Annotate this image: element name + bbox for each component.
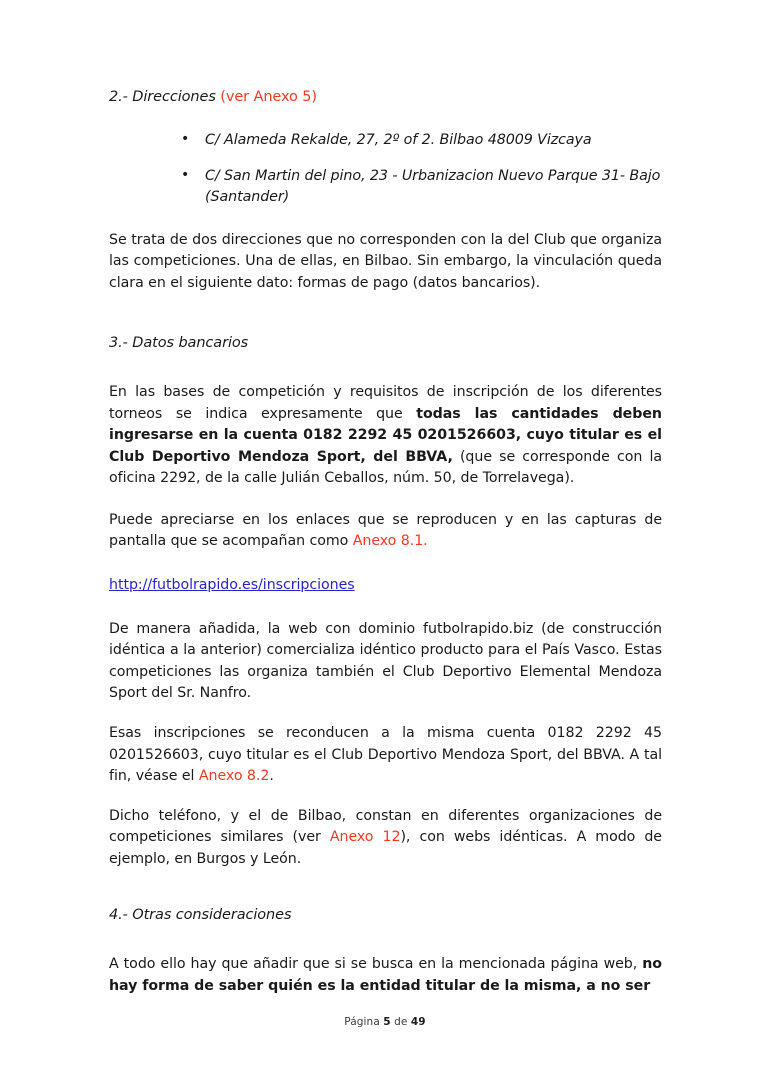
list-item-text: C/ San Martin del pino, 23 - Urbanizacion Nuevo Parque 31- Bajo (Santander) xyxy=(205,168,661,205)
heading-section-3-number: 3.- xyxy=(109,335,133,352)
footer-label-prefix: Página xyxy=(344,1016,384,1028)
paragraph-other-considerations xyxy=(109,954,662,997)
annex-ref-8-1: Anexo 8.1. xyxy=(352,533,428,550)
paragraph-annex-8-2 xyxy=(109,723,662,788)
paragraph-text-lead: Dicho teléfono, y el de Bilbao, constan en diferentes organizaciones de competiciones similares (ver xyxy=(109,807,662,846)
other-considerations-emphasis: no hay forma de saber quién es la entidad titular de la misma, a no ser xyxy=(109,955,662,994)
footer-current-page: 5 xyxy=(383,1016,391,1028)
paragraph-text: Se trata de dos direcciones que no corresponden con la del Club que organiza las competiciones. Una de ellas, en Bilbao. Sin embargo, la vinculación queda clara en el siguiente dato: formas de pago (datos bancarios). xyxy=(109,231,662,291)
heading-section-2-annex-ref: (ver Anexo 5) xyxy=(215,89,317,105)
bank-account-emphasis: todas las cantidades deben ingresarse en la cuenta 0182 2292 45 0201526603, cuyo titular es el Club Deportivo Mendoza Sport, del BBVA, xyxy=(109,405,662,465)
heading-section-4-title: Otras consideraciones xyxy=(132,907,292,924)
heading-section-2-number: 2.- xyxy=(109,89,133,105)
page-footer xyxy=(0,1016,770,1028)
paragraph-text-lead: Esas inscripciones se reconducen a la misma cuenta 0182 2292 45 0201526603, cuyo titular es el Club Deportivo Mendoza Sport, del BBVA. A tal fin, véase el xyxy=(109,724,662,785)
paragraph-bank-account xyxy=(109,382,662,490)
heading-section-4 xyxy=(109,906,662,926)
paragraph-text-tail: ), con webs idénticas. A modo de ejemplo, en Burgos y León. xyxy=(109,829,662,867)
paragraph-annex-12 xyxy=(109,806,662,871)
paragraph-futbolrapido-biz xyxy=(109,619,662,705)
paragraph-text-tail: . xyxy=(269,768,274,785)
footer-total-pages: 49 xyxy=(410,1016,426,1028)
heading-section-2 xyxy=(109,88,662,108)
paragraph-text-lead: En las bases de competición y requisitos de inscripción de los diferentes torneos se indica expresamente que xyxy=(109,384,662,422)
inscripciones-link[interactable]: http://futbolrapido.es/inscripciones xyxy=(109,577,355,594)
list-item-text: C/ Alameda Rekalde, 27, 2º of 2. Bilbao 48009 Vizcaya xyxy=(205,131,592,148)
annex-ref-8-2: Anexo 8.2 xyxy=(198,768,270,785)
directions-list xyxy=(109,130,662,208)
paragraph-directions-summary xyxy=(109,230,662,295)
hyperlink-paragraph xyxy=(109,575,662,597)
heading-section-3-title: Datos bancarios xyxy=(132,335,249,352)
document-content xyxy=(109,88,662,997)
paragraph-annex-8-1 xyxy=(109,510,662,553)
heading-section-3 xyxy=(109,334,662,354)
list-item xyxy=(109,166,662,207)
paragraph-text-lead: Puede apreciarse en los enlaces que se reproducen y en las capturas de pantalla que se acompañan como xyxy=(109,511,662,550)
paragraph-text: De manera añadida, la web con dominio futbolrapido.biz (de construcción idéntica a la anterior) comercializa idéntico producto para el País Vasco. Estas competiciones las organiza también el Club Deportivo Elemental Mendoza Sport del Sr. Nanfro. xyxy=(109,620,662,702)
list-item xyxy=(109,130,662,151)
heading-section-2-title: Direcciones xyxy=(132,89,216,105)
paragraph-text-tail: (que se corresponde con la oficina 2292, de la calle Julián Ceballos, núm. 50, de Torrelavega). xyxy=(109,448,662,487)
heading-section-4-number: 4.- xyxy=(109,907,133,924)
annex-ref-12: Anexo 12 xyxy=(329,829,401,846)
paragraph-text-lead: A todo ello hay que añadir que si se busca en la mencionada página web, xyxy=(109,955,643,972)
footer-label-middle: de xyxy=(390,1016,411,1028)
